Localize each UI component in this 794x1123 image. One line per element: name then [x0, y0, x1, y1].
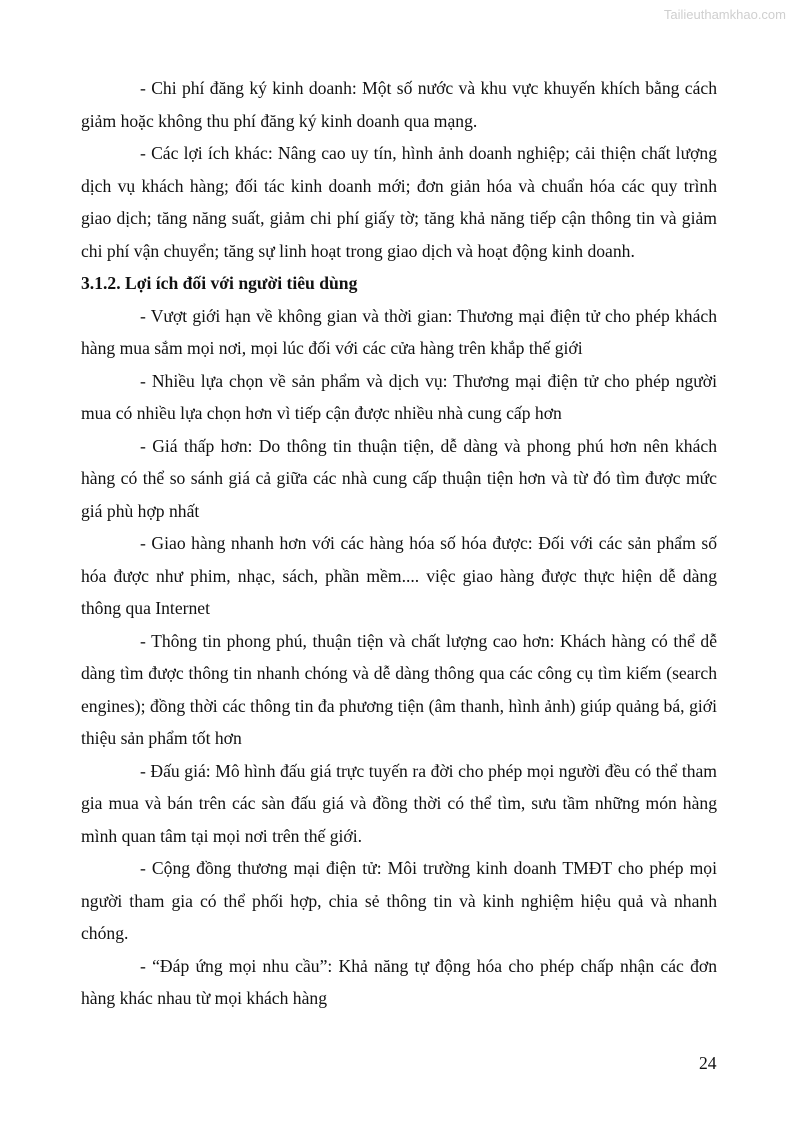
- paragraph: - Đấu giá: Mô hình đấu giá trực tuyến ra đời cho phép mọi người đều có thể tham gia mua và bán trên các sàn đấu giá và đồng thời có thể tìm, sưu tầm những món hàng mình quan tâm tại mọi nơi trên thế giới.: [81, 760, 717, 846]
- paragraph: - Chi phí đăng ký kinh doanh: Một số nước và khu vực khuyến khích bằng cách giảm hoặc không thu phí đăng ký kinh doanh qua mạng.: [81, 78, 717, 131]
- document-body: [81, 72, 717, 1015]
- paragraph: - “Đáp ứng mọi nhu cầu”: Khả năng tự động hóa cho phép chấp nhận các đơn hàng khác nhau từ mọi khách hàng: [81, 955, 717, 1008]
- page-number: 24: [699, 1053, 717, 1073]
- paragraph: - Giá thấp hơn: Do thông tin thuận tiện, dễ dàng và phong phú hơn nên khách hàng có thể so sánh giá cả giữa các nhà cung cấp thuận tiện hơn và từ đó tìm được mức giá phù hợp nhất: [81, 435, 717, 521]
- paragraph: - Giao hàng nhanh hơn với các hàng hóa số hóa được: Đối với các sản phẩm số hóa được như phim, nhạc, sách, phần mềm.... việc giao hàng được thực hiện dễ dàng thông qua Internet: [81, 533, 717, 618]
- paragraph: - Vượt giới hạn về không gian và thời gian: Thương mại điện tử cho phép khách hàng mua sắm mọi nơi, mọi lúc đối với các cửa hàng trên khắp thế giới: [81, 305, 717, 358]
- paragraph: - Các lợi ích khác: Nâng cao uy tín, hình ảnh doanh nghiệp; cải thiện chất lượng dịch vụ khách hàng; đối tác kinh doanh mới; đơn giản hóa và chuẩn hóa các quy trình giao dịch; tăng năng suất, giảm chi phí giấy tờ; tăng khả năng tiếp cận thông tin và giảm chi phí vận chuyển; tăng sự linh hoạt trong giao dịch và hoạt động kinh doanh.: [81, 143, 717, 261]
- paragraph: - Nhiều lựa chọn về sản phẩm và dịch vụ: Thương mại điện tử cho phép người mua có nhiều lựa chọn hơn vì tiếp cận được nhiều nhà cung cấp hơn: [81, 370, 717, 423]
- paragraph: - Thông tin phong phú, thuận tiện và chất lượng cao hơn: Khách hàng có thể dễ dàng tìm được thông tin nhanh chóng và dễ dàng thông qua các công cụ tìm kiếm (search engines); đồng thời các thông tin đa phương tiện (âm thanh, hình ảnh) giúp quảng bá, giới thiệu sản phẩm tốt hơn: [81, 630, 717, 748]
- section-heading: 3.1.2. Lợi ích đối với người tiêu dùng: [81, 273, 358, 293]
- watermark: Tailieuthamkhao.com: [663, 7, 786, 22]
- paragraph: - Cộng đồng thương mại điện tử: Môi trường kinh doanh TMĐT cho phép mọi người tham gia có thể phối hợp, chia sẻ thông tin và kinh nghiệm hiệu quả và nhanh chóng.: [81, 858, 717, 943]
